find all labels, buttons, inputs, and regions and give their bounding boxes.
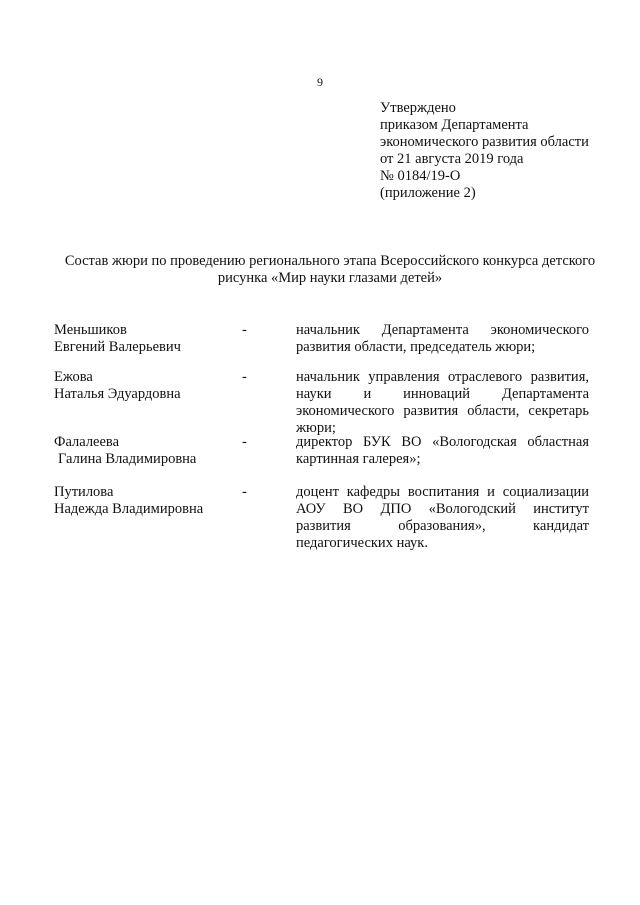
member-role: директор БУК ВО «Вологодская областная картинная галерея»;: [296, 434, 589, 467]
approval-block: [380, 100, 620, 202]
member-given-names: Галина Владимировна: [58, 451, 197, 467]
member-surname: Путилова: [54, 484, 114, 500]
member-dash: -: [242, 484, 247, 500]
jury-member: [54, 484, 594, 554]
member-given-names: Наталья Эдуардовна: [54, 386, 181, 402]
approval-line-appendix: (приложение 2): [380, 185, 476, 201]
member-role: начальник управления отраслевого развития, науки и инноваций Департамента экономического развития области, секретарь жюри;: [296, 369, 589, 436]
member-surname: Ежова: [54, 369, 93, 385]
member-name: [54, 322, 234, 356]
jury-member: [54, 322, 594, 369]
member-role: доцент кафедры воспитания и социализации АОУ ВО ДПО «Вологодский институт развития образования», кандидат педагогических наук.: [296, 484, 589, 551]
member-given-names: Евгений Валерьевич: [54, 339, 181, 355]
member-surname: Меньшиков: [54, 322, 127, 338]
jury-members-list: [54, 322, 594, 554]
jury-member: [54, 434, 594, 484]
document-title: Состав жюри по проведению регионального этапа Всероссийского конкурса детского рисунка «Мир науки глазами детей»: [64, 253, 596, 286]
member-dash: -: [242, 322, 247, 338]
member-name: [54, 369, 234, 403]
page-number: 9: [317, 75, 323, 89]
approval-line-number: № 0184/19-О: [380, 168, 461, 184]
approval-line-department: экономического развития области: [380, 134, 589, 150]
member-role: начальник Департамента экономического развития области, председатель жюри;: [296, 322, 589, 355]
member-dash: -: [242, 369, 247, 385]
member-dash: -: [242, 434, 247, 450]
member-surname: Фалалеева: [54, 434, 120, 450]
member-name: [54, 434, 234, 468]
approval-line-approved: Утверждено: [380, 100, 456, 116]
member-name: [54, 484, 234, 518]
jury-member: [54, 369, 594, 434]
approval-line-order: приказом Департамента: [380, 117, 529, 133]
member-given-names: Надежда Владимировна: [54, 501, 204, 517]
approval-line-date: от 21 августа 2019 года: [380, 151, 524, 167]
